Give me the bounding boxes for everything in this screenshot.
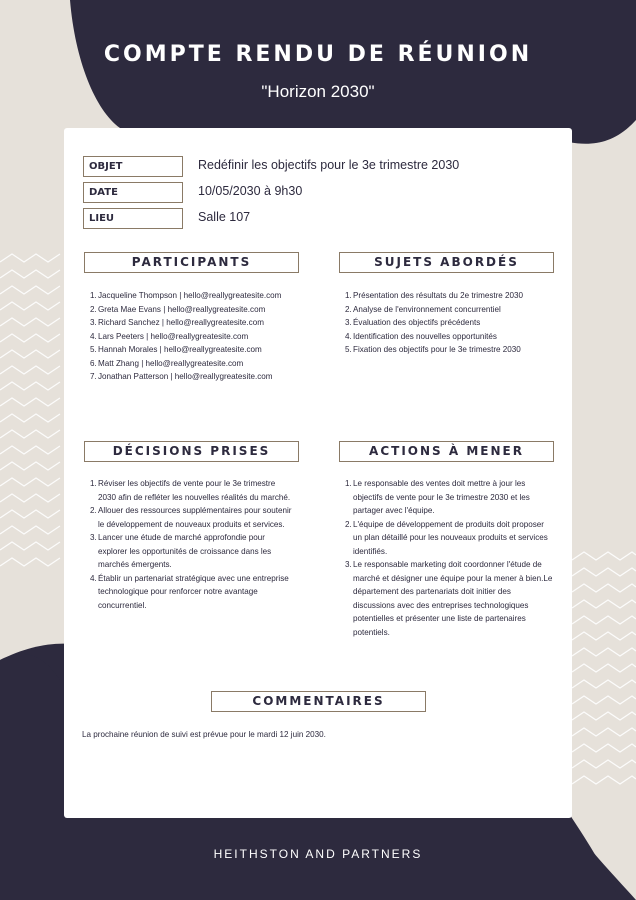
- list-item: 2. Analyse de l'environnement concurrentiel: [345, 304, 501, 314]
- date-label: DATE: [83, 182, 183, 203]
- list-item: 1. Jacqueline Thompson | hello@reallygreatesite.com: [90, 291, 282, 300]
- list-item: 1. Réviser les objectifs de vente pour le 3e trimestre 2030 afin de refléter les nouvelles réalités du marché.: [90, 479, 291, 502]
- objet-label: OBJET: [83, 156, 183, 177]
- list-item: 5. Fixation des objectifs pour le 3e trimestre 2030: [345, 345, 521, 354]
- sujets-heading: SUJETS ABORDÉS: [339, 252, 554, 273]
- participants-list: [84, 289, 304, 384]
- list-item: 7. Jonathan Patterson | hello@reallygreatesite.com: [90, 372, 273, 381]
- list-item: 2. L'équipe de développement de produits doit proposer un plan détaillé pour les nouveaux produits et services identifiés.: [345, 519, 548, 556]
- list-item: 1. Le responsable des ventes doit mettre à jour les objectifs de vente pour le 3e trimestre 2030 et les partager avec l'équipe.: [345, 479, 530, 515]
- commentaires-heading: COMMENTAIRES: [211, 691, 426, 712]
- list-item: 2. Allouer des ressources supplémentaires pour soutenir le développement de nouveaux produits et services.: [90, 506, 292, 529]
- decisions-list: [84, 477, 304, 612]
- participants-heading: PARTICIPANTS: [84, 252, 299, 273]
- list-item: 3. Richard Sanchez | hello@reallygreatesite.com: [90, 318, 264, 327]
- list-item: 3. Évaluation des objectifs précédents: [345, 318, 481, 327]
- decisions-heading: DÉCISIONS PRISES: [84, 441, 299, 462]
- report-card: [64, 128, 572, 818]
- page-title: COMPTE RENDU DE RÉUNION: [103, 42, 533, 67]
- list-item: 5. Hannah Morales | hello@reallygreatesite.com: [90, 345, 262, 354]
- commentaires-text: La prochaine réunion de suivi est prévue pour le mardi 12 juin 2030.: [82, 730, 326, 739]
- top-navy-shape: [70, 0, 636, 144]
- info-row-objet: [83, 156, 523, 177]
- lieu-value: Salle 107: [198, 210, 251, 224]
- info-row-date: [83, 182, 523, 203]
- list-item: 2. Greta Mae Evans | hello@reallygreatesite.com: [90, 304, 266, 314]
- info-row-lieu: [83, 208, 523, 229]
- list-item: 3. Lancer une étude de marché approfondie pour explorer les opportunités de croissance dans les marchés émergents.: [90, 533, 272, 569]
- actions-list: [339, 477, 564, 639]
- date-value: 10/05/2030 à 9h30: [198, 184, 303, 198]
- objet-value: Redéfinir les objectifs pour le 3e trimestre 2030: [198, 158, 460, 172]
- lieu-label: LIEU: [83, 208, 183, 229]
- page-subtitle: "Horizon 2030": [261, 82, 375, 101]
- list-item: 4. Établir un partenariat stratégique avec une entreprise technologique pour renforcer notre avantage concurrentiel.: [90, 573, 289, 610]
- actions-heading: ACTIONS À MENER: [339, 441, 554, 462]
- list-item: 6. Matt Zhang | hello@reallygreatesite.com: [90, 358, 244, 368]
- list-item: 4. Lars Peeters | hello@reallygreatesite.com: [90, 331, 249, 341]
- company-footer: HEITHSTON AND PARTNERS: [213, 847, 423, 861]
- sujets-list: [339, 289, 554, 357]
- list-item: 3. Le responsable marketing doit coordonner l'étude de marché et désigner une équipe pour la mener à bien.Le département des partenariats doit initier des discussions avec des entreprises technologiques potentielles et présenter une liste de partenaires potentiels.: [345, 560, 553, 637]
- list-item: 1. Présentation des résultats du 2e trimestre 2030: [345, 291, 524, 300]
- list-item: 4. Identification des nouvelles opportunités: [345, 331, 497, 341]
